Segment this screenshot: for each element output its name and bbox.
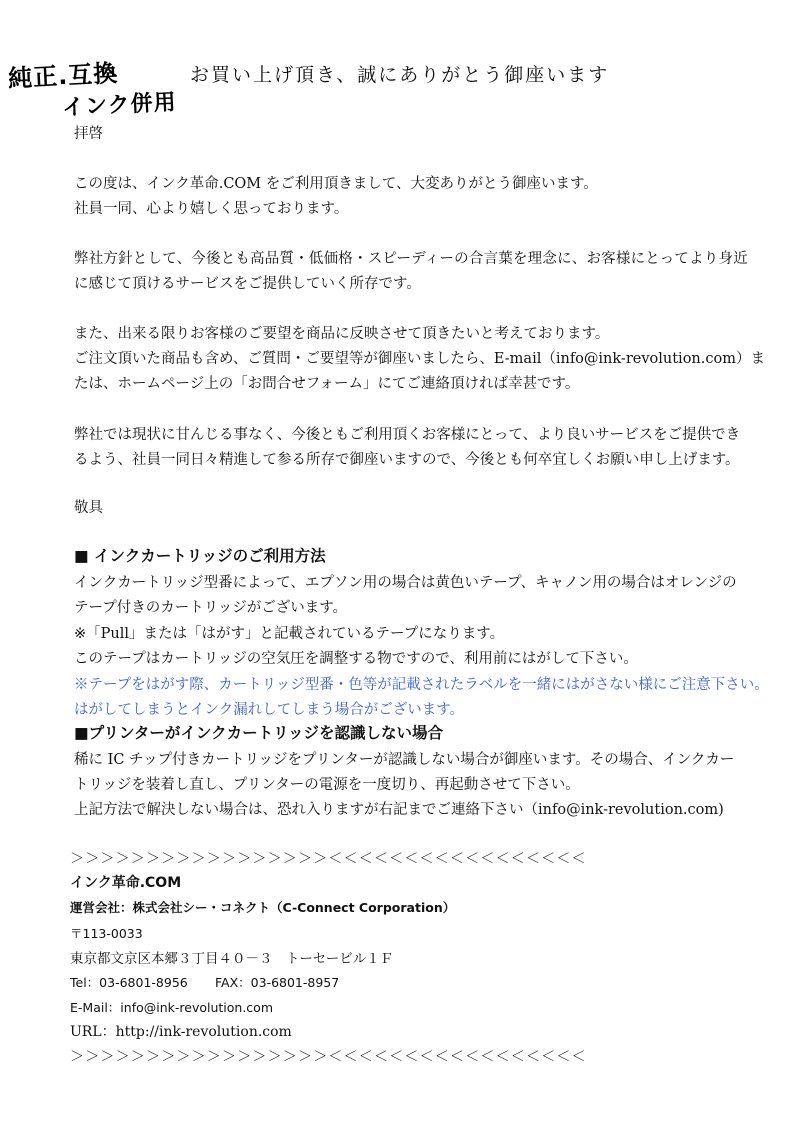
paragraph-line: たは、ホームページ上の「お問合せフォーム」にてご連絡頂ければ幸甚です。 [74,376,580,392]
closing: 敬具 [74,500,103,516]
section-line: トリッジを装着し直し、プリンターの電源を一度切り、再起動させて下さい。 [74,777,580,793]
letter-title: お買い上げ頂き、誠にありがとう御座います [190,64,610,86]
section-line: ※「Pull」または「はがす」と記載されているテープになります。 [74,626,505,642]
footer-divider-bottom: ＞＞＞＞＞＞＞＞＞＞＞＞＞＞＞＞＞＜＜＜＜＜＜＜＜＜＜＜＜＜＜＜＜＜ [70,1049,587,1065]
handwritten-note-line2: インク併用 [61,90,178,121]
footer-tel: Tel：03-6801-8956 [70,975,188,990]
section-heading-usage: ■ インクカートリッジのご利用方法 [74,547,326,565]
paragraph-line: ご注文頂いた商品も含め、ご質問・ご要望等が御座いましたら、E-mail（info@ink-revolution.com）ま [74,351,765,367]
paragraph-line: に感じて頂けるサービスをご提供していく所存です。 [74,276,421,292]
section-line: 稀に IC チップ付きカートリッジをプリンターが認識しない場合が御座います。その場合、インクカー [74,752,735,768]
section-line: 上記方法で解決しない場合は、恐れ入りますが右記までご連絡下さい（info@ink-revolution.com) [74,802,724,818]
section-line: インクカートリッジ型番によって、エプソン用の場合は黄色いテープ、キャノン用の場合はオレンジの [74,575,737,591]
warning-line: はがしてしまうとインク漏れしてしまう場合がございます。 [74,702,465,718]
footer-brand: インク革命.COM [70,875,182,891]
section-line: テープ付きのカートリッジがございます。 [74,600,348,616]
footer-email: E-Mail：info@ink-revolution.com [70,1000,273,1015]
handwritten-note-line1: 純正.互換 [7,59,119,93]
paragraph-line: 社員一同、心より嬉しく思っております。 [74,201,349,217]
footer-url: URL：http://ink-revolution.com [70,1024,292,1040]
section-line: このテープはカートリッジの空気圧を調整する物ですので、利用前にはがして下さい。 [74,651,638,667]
footer-company: 運営会社：株式会社シー・コネクト（C-Connect Corporation） [70,900,456,915]
footer-address: 東京都文京区本郷３丁目４０－３ トーセービル１Ｆ [70,951,394,967]
warning-line: ※テープをはがす際、カートリッジ型番・色等が記載されたラベルを一緒にはがさない様にご注意下さい。 [74,677,769,693]
paragraph-line: 弊社では現状に甘んじる事なく、今後ともご利用頂くお客様にとって、より良いサービスをご提供でき [74,427,741,443]
paragraph-line: るよう、社員一同日々精進して参る所存で御座いますので、今後とも何卒宜しくお願い申し上げます。 [74,452,740,468]
paragraph-line: また、出来る限りお客様のご要望を商品に反映させて頂きたいと考えております。 [74,326,610,342]
footer-postal: 〒113-0033 [70,926,143,941]
paragraph-line: 弊社方針として、今後とも高品質・低価格・スピーディーの合言葉を理念に、お客様にとってより身近 [74,251,748,267]
section-heading-not-recognized: ■プリンターがインクカートリッジを認識しない場合 [74,724,443,742]
footer-divider-top: ＞＞＞＞＞＞＞＞＞＞＞＞＞＞＞＞＞＜＜＜＜＜＜＜＜＜＜＜＜＜＜＜＜＜ [70,851,587,867]
paragraph-line: この度は、インク革命.COM をご利用頂きまして、大変ありがとう御座います。 [74,176,598,192]
greeting: 拝啓 [74,126,103,142]
footer-fax: FAX：03-6801-8957 [215,975,340,990]
